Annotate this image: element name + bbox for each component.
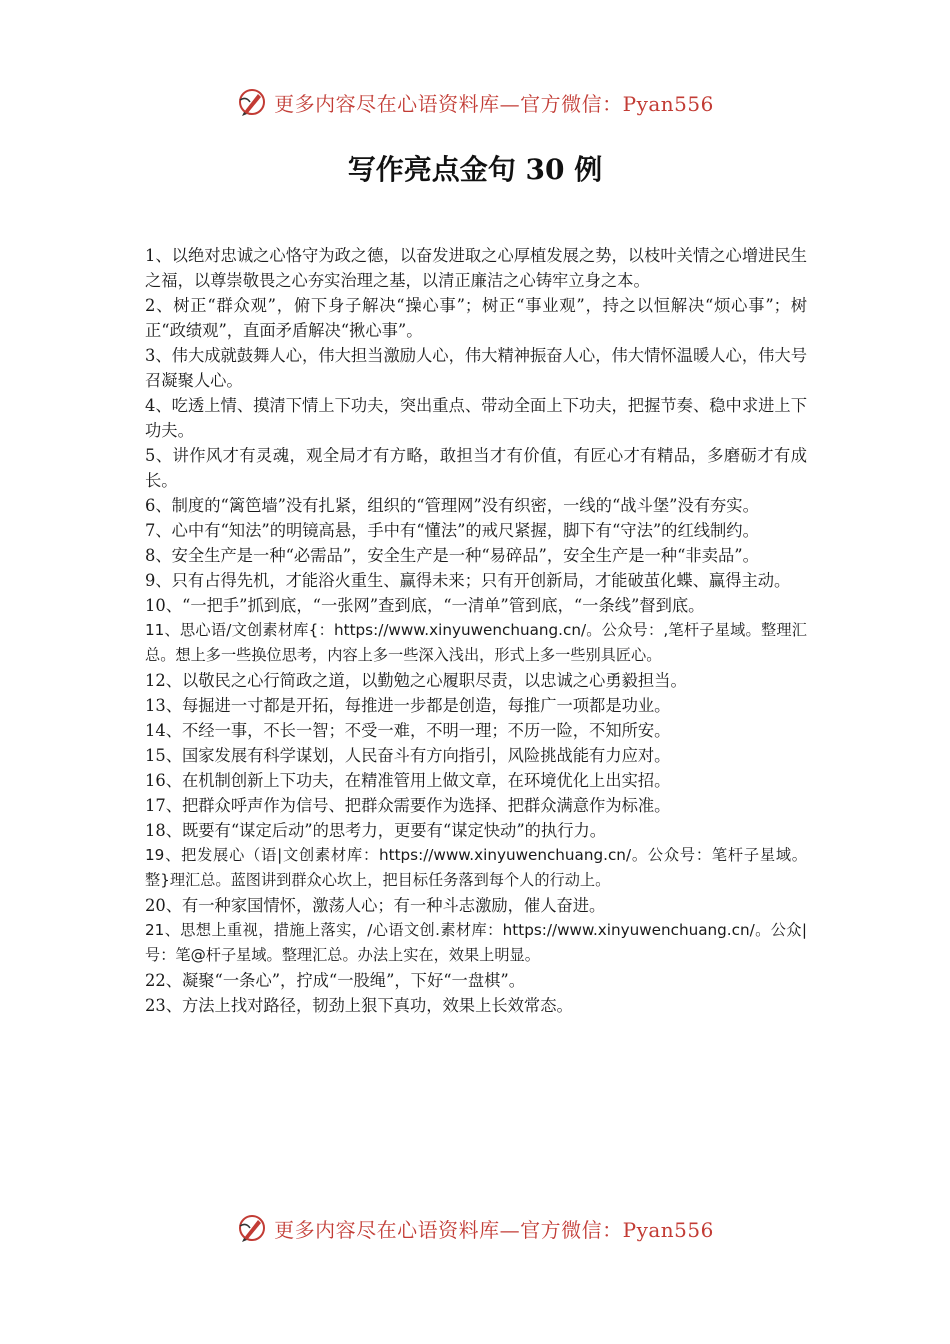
list-item: 5、讲作风才有灵魂，观全局才有方略，敢担当才有价值，有匠心才有精品，多磨砺才有成长。: [145, 446, 807, 490]
list-item: 3、伟大成就鼓舞人心，伟大担当激励人心，伟大精神振奋人心，伟大情怀温暖人心，伟大号召凝聚人心。: [145, 346, 807, 390]
list-item: 19、把发展心（语|文创素材库：https://www.xinyuwenchuang.cn/。公众号：笔杆子星域。整}理汇总。蓝图讲到群众心坎上，把目标任务落到每个人的行动上。: [145, 846, 807, 889]
list-item: 14、不经一事，不长一智；不受一难，不明一理；不历一险，不知所安。: [145, 721, 671, 740]
list-item: 17、把群众呼声作为信号、把群众需要作为选择、把群众满意作为标准。: [145, 796, 671, 815]
footer-banner: [0, 1206, 950, 1250]
list-item: 9、只有占得先机，才能浴火重生、赢得未来；只有开创新局，才能破茧化蝶、赢得主动。: [145, 571, 791, 590]
list-item: 10、“一把手”抓到底，“一张网”查到底，“一清单”管到底，“一条线”督到底。: [145, 596, 705, 615]
list-item: 16、在机制创新上下功夫，在精准管用上做文章，在环境优化上出实招。: [145, 771, 671, 790]
list-item: 13、每掘进一寸都是开拓，每推进一步都是创造，每推广一项都是功业。: [145, 696, 671, 715]
list-item: 22、凝聚“一条心”，拧成“一股绳”，下好“一盘棋”。: [145, 971, 526, 990]
list-item: 7、心中有“知法”的明镜高悬，手中有“懂法”的戒尺紧握，脚下有“守法”的红线制约。: [145, 521, 759, 540]
header-banner: [0, 80, 950, 124]
quote-list: [145, 243, 807, 1018]
list-item: 23、方法上找对路径，韧劲上狠下真功，效果上长效常态。: [145, 996, 573, 1015]
header-banner-text: 更多内容尽在心语资料库—官方微信：Pyan556: [274, 91, 714, 116]
list-item: 21、思想上重视，措施上落实，/心语文创.素材库：https://www.xinyuwenchuang.cn/。公众|号：笔@杆子星域。整理汇总。办法上实在，效果上明显。: [145, 921, 807, 964]
list-item: 2、树正“群众观”，俯下身子解决“操心事”；树正“事业观”，持之以恒解决“烦心事”；树正“政绩观”，直面矛盾解决“揪心事”。: [145, 296, 807, 340]
list-item: 1、以绝对忠诚之心恪守为政之德，以奋发进取之心厚植发展之势，以枝叶关情之心增进民生之福，以尊崇敬畏之心夯实治理之基，以清正廉洁之心铸牢立身之本。: [145, 246, 807, 290]
list-item: 20、有一种家国情怀，激荡人心；有一种斗志激励，催人奋进。: [145, 896, 606, 915]
list-item: 8、安全生产是一种“必需品”，安全生产是一种“易碎品”，安全生产是一种“非卖品”。: [145, 546, 759, 565]
list-item: 11、思心语/文创素材库{：https://www.xinyuwenchuang.cn/。公众号：,笔杆子星域。整理汇总。想上多一些换位思考，内容上多一些深入浅出，形式上多一些别具匠心。: [145, 621, 807, 664]
list-item: 4、吃透上情、摸清下情上下功夫，突出重点、带动全面上下功夫，把握节奏、稳中求进上下功夫。: [145, 396, 807, 440]
list-item: 6、制度的“篱笆墙”没有扎紧，组织的“管理网”没有织密，一线的“战斗堡”没有夯实。: [145, 496, 759, 515]
quill-pen-icon: [236, 1212, 268, 1244]
footer-banner-text: 更多内容尽在心语资料库—官方微信：Pyan556: [274, 1217, 714, 1242]
list-item: 18、既要有“谋定后动”的思考力，更要有“谋定快动”的执行力。: [145, 821, 607, 840]
list-item: 12、以敬民之心行简政之道，以勤勉之心履职尽责，以忠诚之心勇毅担当。: [145, 671, 687, 690]
list-item: 15、国家发展有科学谋划，人民奋斗有方向指引，风险挑战能有力应对。: [145, 746, 671, 765]
quill-pen-icon: [236, 86, 268, 118]
document-title: 写作亮点金句 30 例: [347, 153, 603, 186]
